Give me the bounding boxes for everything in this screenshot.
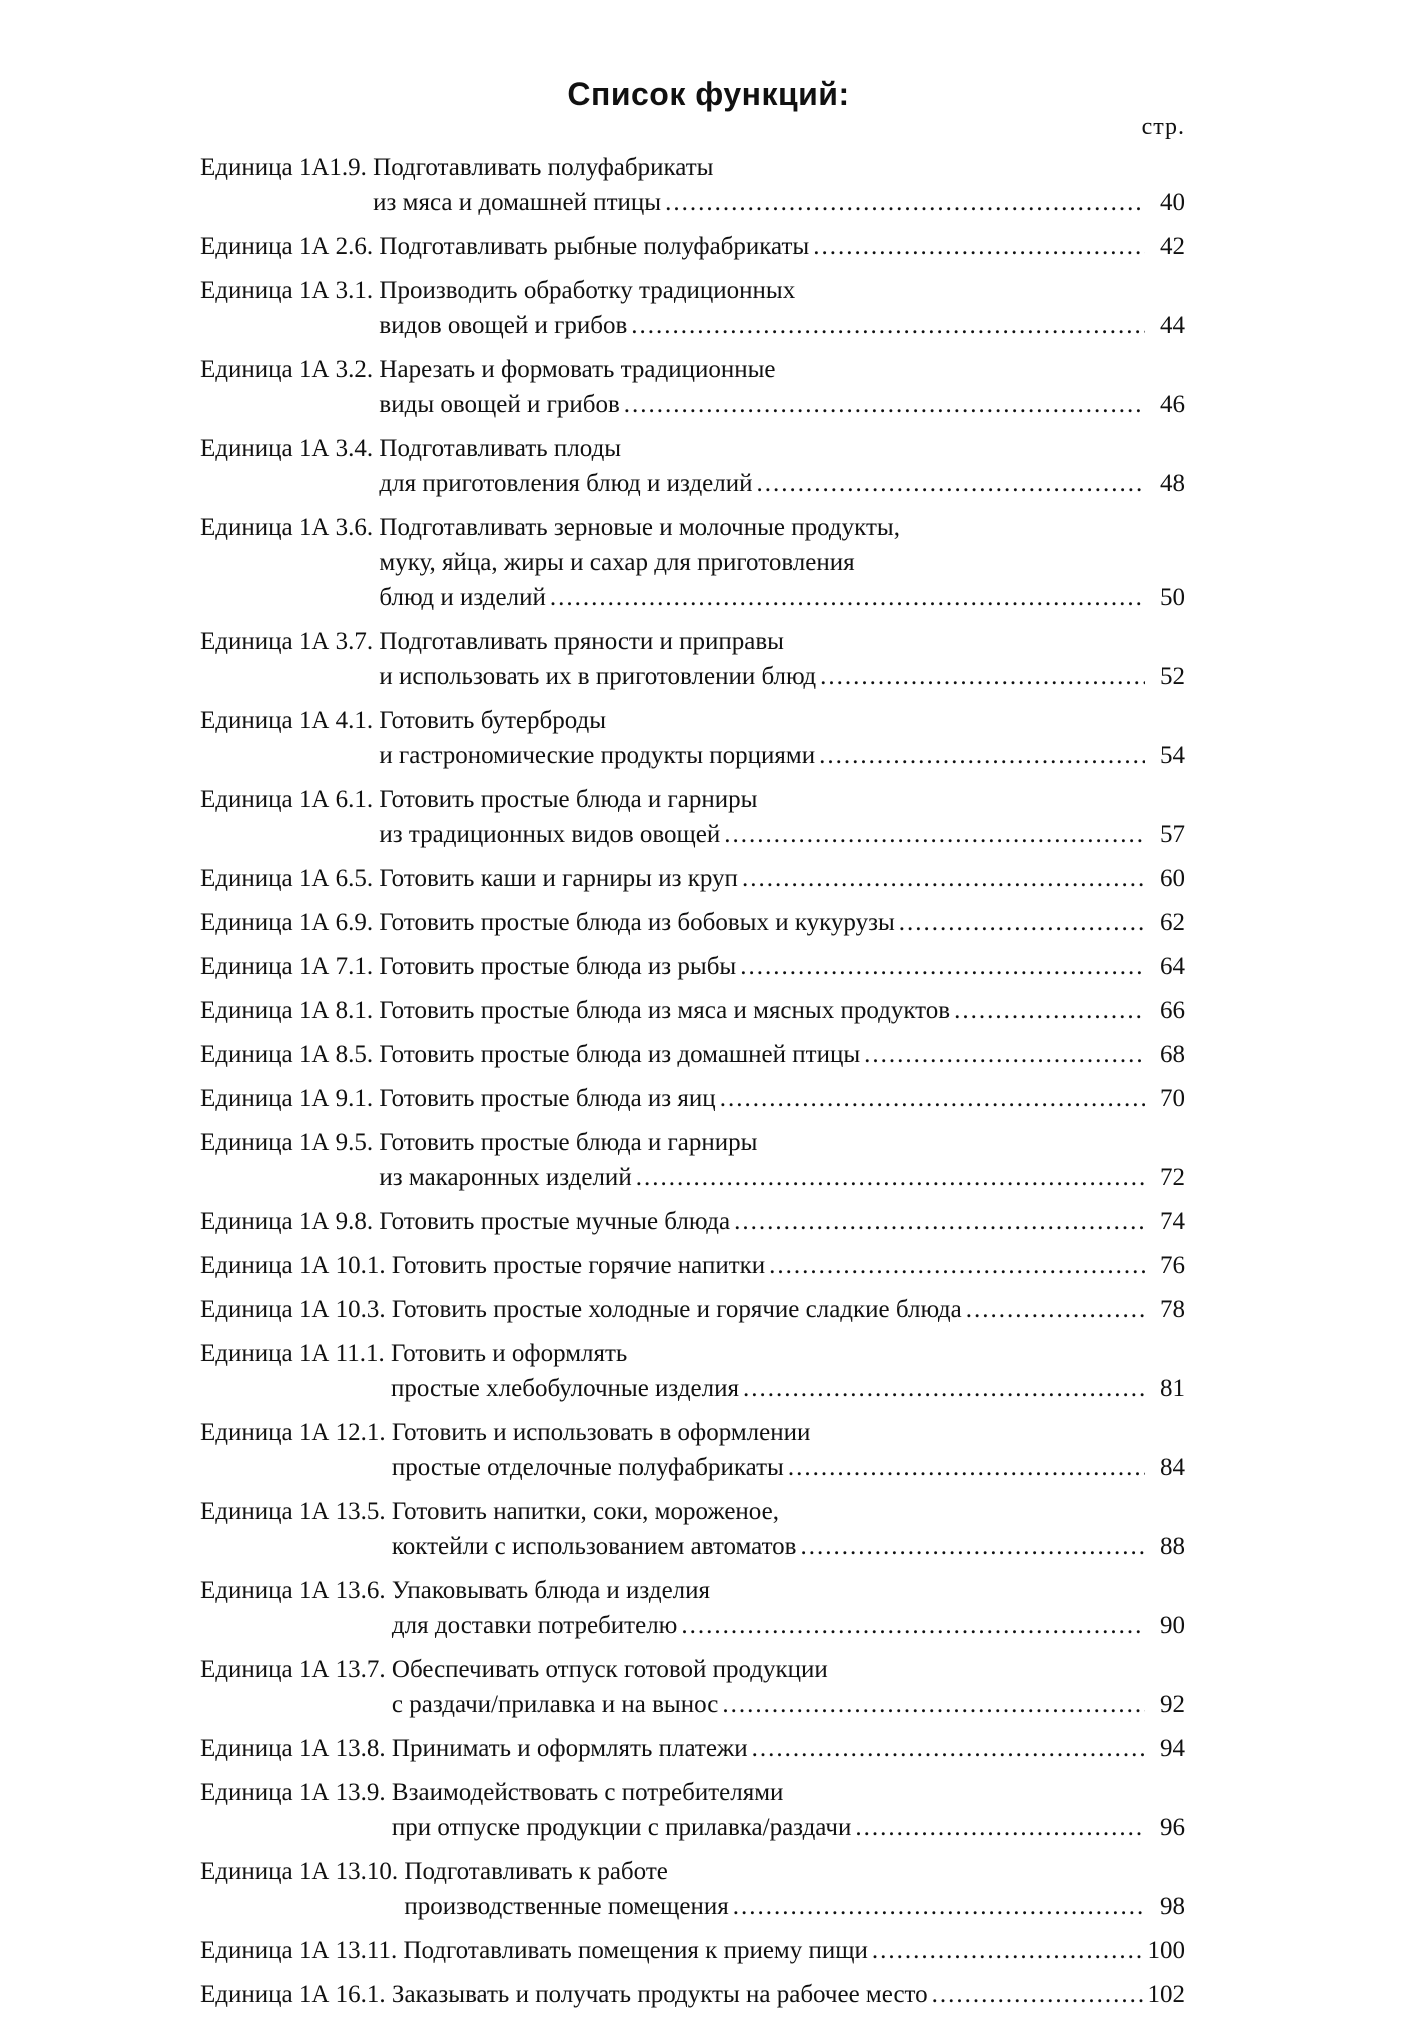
page-column-label: стр. — [1141, 114, 1185, 140]
function-text: блюд и изделий — [379, 584, 546, 611]
dot-leader — [720, 1081, 1145, 1116]
toc-entry — [200, 1977, 1185, 2012]
function-text: Готовить простые блюда из яиц — [379, 1085, 716, 1112]
page-number: 78 — [1160, 1296, 1185, 1323]
toc-entry — [200, 1081, 1185, 1116]
function-text: Подготавливать рыбные полуфабрикаты — [379, 233, 810, 260]
unit-code: Единица 1А 3.7. — [200, 628, 374, 655]
toc-entry — [200, 352, 1185, 422]
toc-entry — [200, 993, 1185, 1028]
unit-code: Единица 1А 10.3. — [200, 1296, 386, 1323]
page-number: 72 — [1160, 1164, 1185, 1191]
function-text: Подготавливать помещения к приему пищи — [403, 1937, 868, 1964]
page-number: 94 — [1160, 1735, 1185, 1762]
function-text: и гастрономические продукты порциями — [379, 742, 816, 769]
function-text: Готовить и оформлять — [390, 1340, 628, 1367]
toc-entry — [200, 1731, 1185, 1766]
dot-leader — [819, 738, 1145, 773]
toc-entry — [200, 624, 1185, 694]
function-text: для приготовления блюд и изделий — [379, 470, 753, 497]
page-number: 64 — [1160, 953, 1185, 980]
unit-code: Единица 1А 13.5. — [200, 1498, 386, 1525]
function-text: при отпуске продукции с прилавка/раздачи — [391, 1814, 852, 1841]
unit-code: Единица 1А1.9. — [200, 154, 367, 181]
function-text: Готовить простые блюда из бобовых и кукурузы — [379, 909, 895, 936]
function-list — [200, 150, 1185, 2021]
page-number: 42 — [1160, 233, 1185, 260]
toc-entry — [200, 1336, 1185, 1406]
toc-entry — [200, 1204, 1185, 1239]
page-number: 88 — [1160, 1533, 1185, 1560]
function-text: Готовить и использовать в оформлении — [391, 1419, 811, 1446]
dot-leader — [743, 1371, 1145, 1406]
dot-leader — [820, 659, 1145, 694]
function-text: Готовить простые блюда из домашней птицы — [379, 1041, 861, 1068]
unit-code: Единица 1А 2.6. — [200, 233, 374, 260]
toc-entry — [200, 905, 1185, 940]
toc-entry — [200, 1248, 1185, 1283]
toc-entry — [200, 782, 1185, 852]
dot-leader — [769, 1248, 1145, 1283]
page-number: 90 — [1160, 1612, 1185, 1639]
page-number: 84 — [1160, 1454, 1185, 1481]
unit-code: Единица 1А 8.1. — [200, 997, 374, 1024]
page-number: 102 — [1147, 1981, 1185, 2008]
dot-leader — [801, 1529, 1146, 1564]
dot-leader — [734, 1204, 1145, 1239]
unit-code: Единица 1А 13.9. — [200, 1779, 386, 1806]
dot-leader — [752, 1731, 1145, 1766]
toc-entry — [200, 703, 1185, 773]
toc-entry — [200, 510, 1185, 615]
dot-leader — [740, 949, 1145, 984]
page-number: 68 — [1160, 1041, 1185, 1068]
page-number: 54 — [1160, 742, 1185, 769]
toc-entry — [200, 1573, 1185, 1643]
function-text: Заказывать и получать продукты на рабочее место — [391, 1981, 928, 2008]
function-text: Взаимодействовать с потребителями — [391, 1779, 784, 1806]
unit-code: Единица 1А 3.4. — [200, 435, 374, 462]
page-number: 40 — [1160, 189, 1185, 216]
dot-leader — [665, 185, 1145, 220]
toc-entry — [200, 1415, 1185, 1485]
function-text: Нарезать и формовать традиционные — [379, 356, 776, 383]
toc-entry — [200, 1933, 1185, 1968]
toc-entry — [200, 1292, 1185, 1327]
toc-entry — [200, 431, 1185, 501]
function-text: Готовить простые блюда и гарниры — [379, 1129, 758, 1156]
page-number: 74 — [1160, 1208, 1185, 1235]
page-number: 57 — [1160, 821, 1185, 848]
toc-entry — [200, 1854, 1185, 1924]
function-text: Подготавливать зерновые и молочные продукты, — [379, 514, 900, 541]
dot-leader — [899, 905, 1145, 940]
dot-leader — [624, 387, 1145, 422]
function-text: Готовить напитки, соки, мороженое, — [391, 1498, 779, 1525]
function-text: простые отделочные полуфабрикаты — [391, 1454, 784, 1481]
function-text: с раздачи/прилавка и на вынос — [391, 1691, 719, 1718]
unit-code: Единица 1А 8.5. — [200, 1041, 374, 1068]
unit-code: Единица 1А 13.10. — [200, 1858, 399, 1885]
toc-entry — [200, 861, 1185, 896]
function-text: Принимать и оформлять платежи — [391, 1735, 748, 1762]
unit-code: Единица 1А 9.1. — [200, 1085, 374, 1112]
dot-leader — [813, 229, 1145, 264]
function-text: Готовить простые блюда и гарниры — [379, 786, 758, 813]
dot-leader — [733, 1889, 1145, 1924]
function-text: Готовить бутерброды — [379, 707, 607, 734]
function-text: коктейли с использованием автоматов — [391, 1533, 797, 1560]
function-text: Обеспечивать отпуск готовой продукции — [391, 1656, 828, 1683]
unit-code: Единица 1А 13.7. — [200, 1656, 386, 1683]
function-text: Готовить простые блюда из мяса и мясных продуктов — [379, 997, 951, 1024]
function-text: Готовить простые блюда из рыбы — [379, 953, 737, 980]
page-number: 62 — [1160, 909, 1185, 936]
page-number: 100 — [1147, 1937, 1185, 1964]
function-text: Подготавливать полуфабрикаты — [373, 154, 714, 181]
dot-leader — [681, 1608, 1145, 1643]
page-number: 46 — [1160, 391, 1185, 418]
unit-code: Единица 1А 13.8. — [200, 1735, 386, 1762]
toc-entry — [200, 1037, 1185, 1072]
unit-code: Единица 1А 9.8. — [200, 1208, 374, 1235]
unit-code: Единица 1А 7.1. — [200, 953, 374, 980]
dot-leader — [864, 1037, 1145, 1072]
dot-leader — [788, 1450, 1145, 1485]
unit-code: Единица 1А 16.1. — [200, 1981, 386, 2008]
page-number: 76 — [1160, 1252, 1185, 1279]
function-text: муку, яйца, жиры и сахар для приготовления — [379, 549, 855, 576]
unit-code: Единица 1А 12.1. — [200, 1419, 386, 1446]
function-text: виды овощей и грибов — [379, 391, 620, 418]
unit-code: Единица 1А 6.1. — [200, 786, 374, 813]
dot-leader — [757, 466, 1145, 501]
function-text: Готовить простые холодные и горячие сладкие блюда — [391, 1296, 962, 1323]
function-text: из макаронных изделий — [379, 1164, 632, 1191]
page-number: 98 — [1160, 1893, 1185, 1920]
unit-code: Единица 1А 3.1. — [200, 277, 374, 304]
page-number: 70 — [1160, 1085, 1185, 1112]
dot-leader — [855, 1810, 1145, 1845]
unit-code: Единица 1А 13.6. — [200, 1577, 386, 1604]
function-text: из мяса и домашней птицы — [373, 189, 662, 216]
unit-code: Единица 1А 3.2. — [200, 356, 374, 383]
function-text: Подготавливать пряности и приправы — [379, 628, 784, 655]
function-text: и использовать их в приготовлении блюд — [379, 663, 817, 690]
toc-entry — [200, 1652, 1185, 1722]
unit-code: Единица 1А 6.9. — [200, 909, 374, 936]
toc-entry — [200, 150, 1185, 220]
page-number: 52 — [1160, 663, 1185, 690]
page-number: 96 — [1160, 1814, 1185, 1841]
toc-entry — [200, 229, 1185, 264]
unit-code: Единица 1А 9.5. — [200, 1129, 374, 1156]
function-text: из традиционных видов овощей — [379, 821, 721, 848]
dot-leader — [550, 580, 1145, 615]
dot-leader — [954, 993, 1145, 1028]
page-number: 44 — [1160, 312, 1185, 339]
function-text: Готовить простые горячие напитки — [391, 1252, 766, 1279]
function-text: Производить обработку традиционных — [379, 277, 796, 304]
function-text: Упаковывать блюда и изделия — [391, 1577, 711, 1604]
unit-code: Единица 1А 3.6. — [200, 514, 374, 541]
dot-leader — [631, 308, 1145, 343]
toc-entry — [200, 1494, 1185, 1564]
function-text: Готовить каши и гарниры из круп — [379, 865, 738, 892]
function-text: Готовить простые мучные блюда — [379, 1208, 731, 1235]
page-number: 48 — [1160, 470, 1185, 497]
toc-entry — [200, 1125, 1185, 1195]
toc-entry — [200, 273, 1185, 343]
unit-code: Единица 1А 4.1. — [200, 707, 374, 734]
dot-leader — [742, 861, 1145, 896]
function-text: простые хлебобулочные изделия — [390, 1375, 740, 1402]
page-number: 92 — [1160, 1691, 1185, 1718]
dot-leader — [966, 1292, 1145, 1327]
function-text: для доставки потребителю — [391, 1612, 678, 1639]
dot-leader — [722, 1687, 1145, 1722]
function-text: Подготавливать к работе — [404, 1858, 668, 1885]
dot-leader — [872, 1933, 1144, 1968]
unit-code: Единица 1А 6.5. — [200, 865, 374, 892]
dot-leader — [724, 817, 1145, 852]
function-text: производственные помещения — [404, 1893, 729, 1920]
page-number: 50 — [1160, 584, 1185, 611]
function-text: Подготавливать плоды — [379, 435, 622, 462]
page-number: 60 — [1160, 865, 1185, 892]
function-text: видов овощей и грибов — [379, 312, 628, 339]
page-number: 66 — [1160, 997, 1185, 1024]
toc-entry — [200, 949, 1185, 984]
unit-code: Единица 1А 11.1. — [200, 1340, 385, 1367]
toc-entry — [200, 1775, 1185, 1845]
unit-code: Единица 1А 13.11. — [200, 1937, 398, 1964]
unit-code: Единица 1А 10.1. — [200, 1252, 386, 1279]
page-number: 81 — [1160, 1375, 1185, 1402]
page-title: Список функций: — [567, 76, 850, 112]
dot-leader — [932, 1977, 1144, 2012]
dot-leader — [636, 1160, 1145, 1195]
